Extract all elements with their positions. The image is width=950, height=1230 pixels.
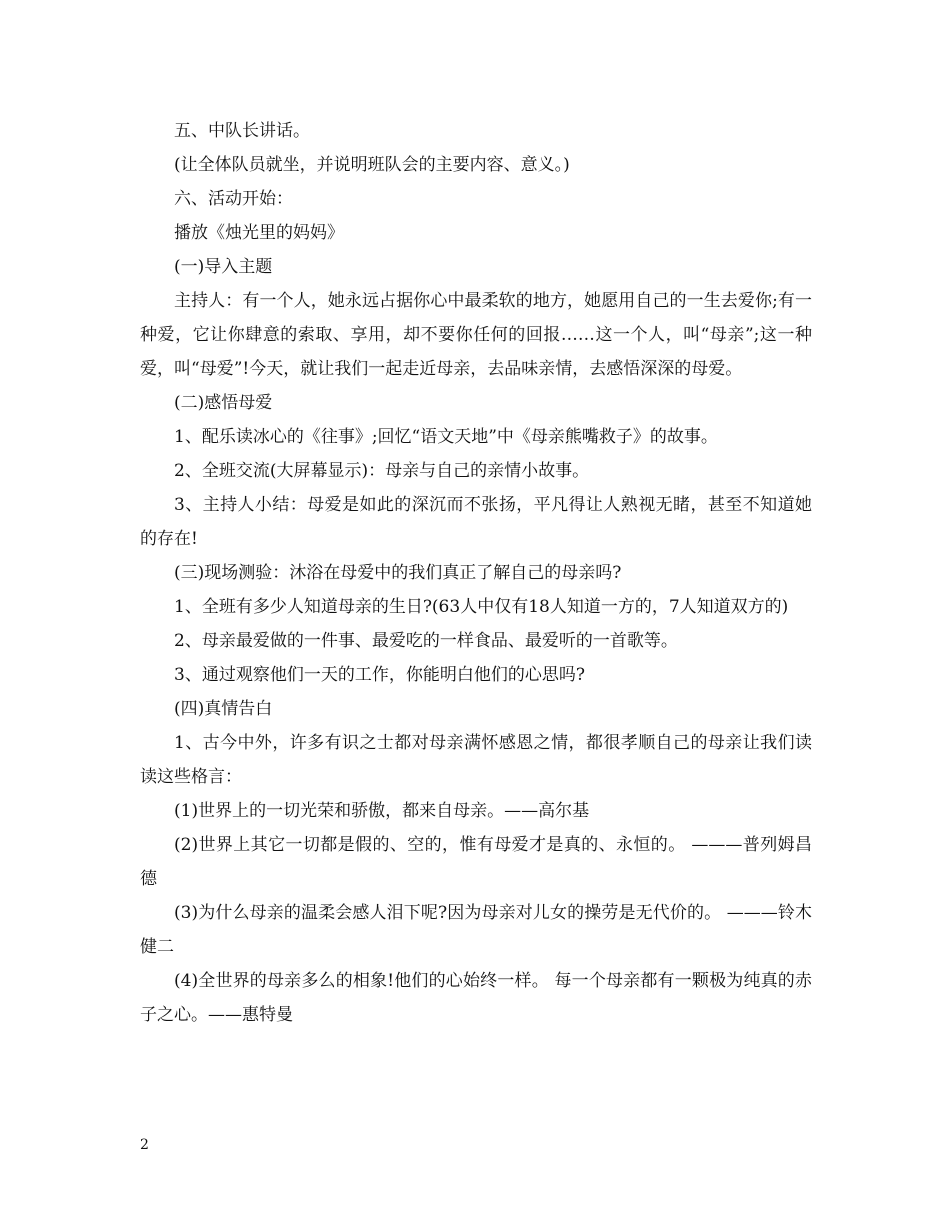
list-item-quotes-intro: 1、古今中外，许多有识之士都对母亲满怀感恩之情，都很孝顺自己的母亲让我们读读这些格言： bbox=[140, 733, 812, 787]
list-item-favorites-question: 2、母亲最爱做的一件事、最爱吃的一样食品、最爱听的一首歌等。 bbox=[174, 631, 678, 651]
heading-live-quiz: (三)现场测验：沐浴在母爱中的我们真正了解自己的母亲吗? bbox=[174, 563, 622, 583]
paragraph-section-five: 五、中队长讲话。 bbox=[174, 121, 310, 141]
list-item-host-summary: 3、主持人小结：母爱是如此的深沉而不张扬，平凡得让人熟视无睹，甚至不知道她的存在! bbox=[140, 495, 812, 549]
paragraph-section-six: 六、活动开始： bbox=[174, 189, 293, 209]
paragraph-seat-instruction: (让全体队员就坐，并说明班队会的主要内容、意义。) bbox=[174, 155, 570, 175]
document-body bbox=[140, 114, 812, 1032]
heading-true-confession: (四)真情告白 bbox=[174, 699, 273, 719]
quote-premchand: (2)世界上其它一切都是假的、空的，惟有母爱才是真的、永恒的。 ———普列姆昌德 bbox=[140, 835, 812, 889]
heading-intro-theme: (一)导入主题 bbox=[174, 257, 273, 277]
paragraph-play-song: 播放《烛光里的妈妈》 bbox=[174, 223, 344, 243]
list-item-reading: 1、配乐读冰心的《往事》;回忆“语文天地”中《母亲熊嘴救子》的故事。 bbox=[174, 427, 718, 447]
list-item-observe-question: 3、通过观察他们一天的工作，你能明白他们的心思吗? bbox=[174, 665, 585, 685]
list-item-class-exchange: 2、全班交流(大屏幕显示)：母亲与自己的亲情小故事。 bbox=[174, 461, 590, 481]
quote-gorky: (1)世界上的一切光荣和骄傲，都来自母亲。——高尔基 bbox=[174, 801, 590, 821]
list-item-birthday-question: 1、全班有多少人知道母亲的生日?(63人中仅有18人知道一方的，7人知道双方的) bbox=[174, 597, 789, 617]
page-number: 2 bbox=[140, 1137, 149, 1153]
quote-whitman: (4)全世界的母亲多么的相象!他们的心始终一样。 每一个母亲都有一颗极为纯真的赤子之心。——惠特曼 bbox=[140, 971, 812, 1025]
paragraph-host-intro: 主持人：有一个人，她永远占据你心中最柔软的地方，她愿用自己的一生去爱你;有一种爱，它让你肆意的索取、享用，却不要你任何的回报……这一个人，叫“母亲”;这一种爱，叫“母爱”!今天，就让我们一起走近母亲，去品味亲情，去感悟深深的母爱。 bbox=[140, 291, 812, 379]
heading-feel-mother-love: (二)感悟母爱 bbox=[174, 393, 273, 413]
quote-suzuki: (3)为什么母亲的温柔会感人泪下呢?因为母亲对儿女的操劳是无代价的。 ———铃木健二 bbox=[140, 903, 812, 957]
